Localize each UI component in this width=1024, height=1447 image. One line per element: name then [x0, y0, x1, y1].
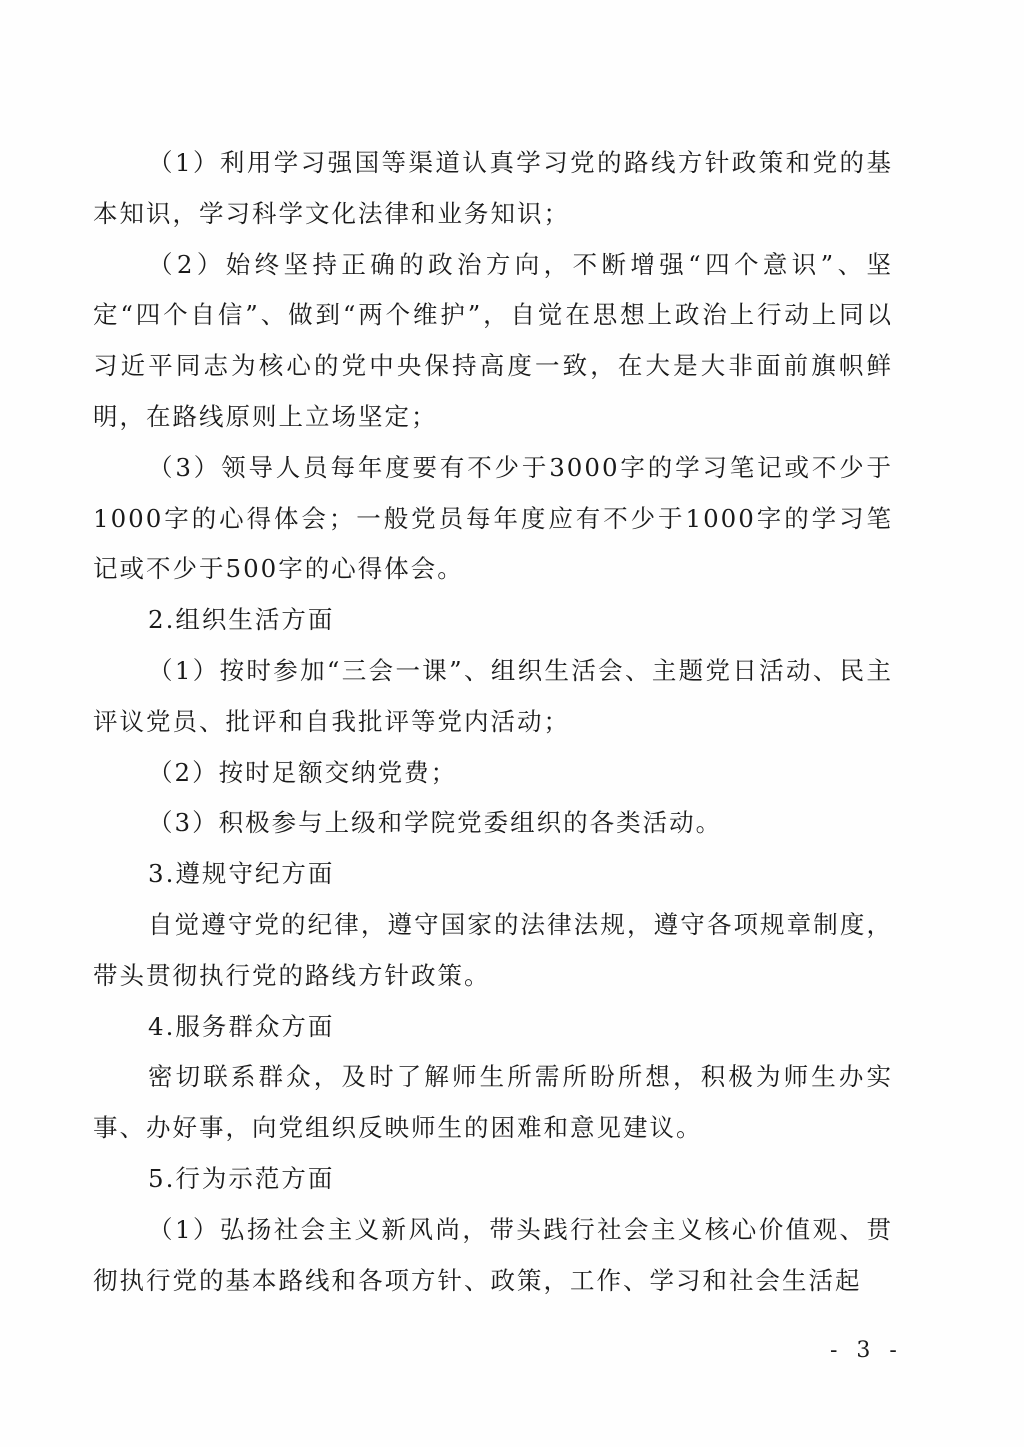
section-heading-exemplary-conduct: 5.行为示范方面	[148, 1163, 335, 1193]
section-heading-organization-life: 2.组织生活方面	[148, 605, 335, 635]
paragraph-contact-masses: 密切联系群众，及时了解师生所需所盼所想，积极为师生办实事、办好事，向党组织反映师生的困难和意见建议。	[93, 1062, 893, 1143]
document-body	[93, 138, 893, 1306]
paragraph-obey-discipline: 自觉遵守党的纪律，遵守国家的法律法规，遵守各项规章制度，带头贯彻执行党的路线方针政策。	[93, 909, 893, 990]
page-number: - 3 -	[830, 1338, 903, 1363]
paragraph-political-direction: （2）始终坚持正确的政治方向，不断增强“四个意识”、坚定“四个自信”、做到“两个维护”，自觉在思想上政治上行动上同以习近平同志为核心的党中央保持高度一致，在大是大非面前旗帜鲜明，在路线原则上立场坚定；	[93, 249, 893, 431]
section-heading-discipline: 3.遵规守纪方面	[148, 859, 335, 889]
paragraph-study-notes: （3）领导人员每年度要有不少于3000字的学习笔记或不少于1000字的心得体会；一般党员每年度应有不少于1000字的学习笔记或不少于500字的心得体会。	[93, 452, 893, 584]
paragraph-party-dues: （2）按时足额交纳党费；	[148, 757, 458, 787]
section-heading-serve-masses: 4.服务群众方面	[148, 1011, 335, 1041]
paragraph-socialist-values: （1）弘扬社会主义新风尚，带头践行社会主义核心价值观、贯彻执行党的基本路线和各项方针、政策，工作、学习和社会生活起	[93, 1214, 893, 1295]
paragraph-attend-meetings: （1）按时参加“三会一课”、组织生活会、主题党日活动、民主评议党员、批评和自我批评等党内活动；	[93, 655, 893, 736]
paragraph-participate-activities: （3）积极参与上级和学院党委组织的各类活动。	[148, 808, 723, 838]
paragraph-study-channels: （1）利用学习强国等渠道认真学习党的路线方针政策和党的基本知识，学习科学文化法律和业务知识；	[93, 148, 893, 228]
